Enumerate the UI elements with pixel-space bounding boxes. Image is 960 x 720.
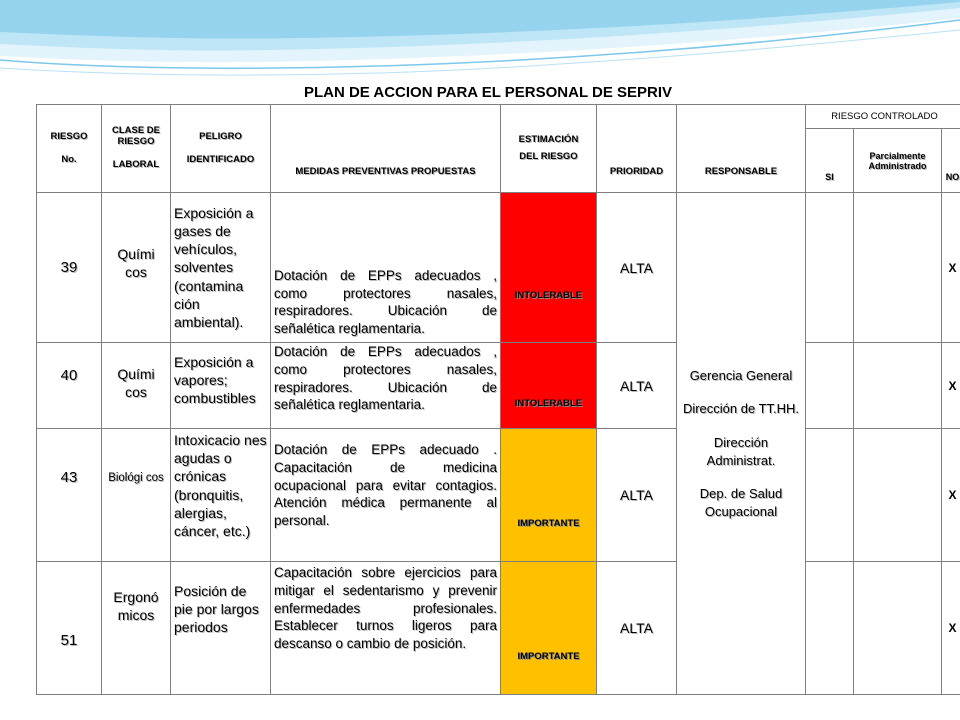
- risk-estimation-badge: IMPORTANTE: [501, 562, 597, 695]
- risk-estimation-badge: INTOLERABLE: [501, 343, 597, 429]
- header-prioridad: PRIORIDAD: [597, 105, 677, 193]
- header-responsable: RESPONSABLE: [677, 105, 806, 193]
- hazard-identified: Exposición a vapores; combustibles: [171, 343, 271, 429]
- preventive-measures: Dotación de EPPs adecuado . Capacitación de medicina ocupacional para evitar contagios. Atención médica permanente al personal.: [271, 429, 501, 562]
- controlled-si-cell: [806, 429, 854, 562]
- controlled-partial-cell: [854, 343, 942, 429]
- responsible-administrat: Dirección Administrat.: [706, 434, 776, 468]
- action-plan-table: [36, 104, 960, 695]
- header-estimacion: [501, 105, 597, 193]
- page-title: PLAN DE ACCION PARA EL PERSONAL DE SEPRIV: [303, 84, 673, 101]
- controlled-si-cell: [806, 193, 854, 343]
- header-clase-label: CLASE DE RIESGO: [111, 125, 161, 148]
- hazard-identified: Intoxicacio nes agudas o crónicas (bronquitis, alergias, cáncer, etc.): [171, 429, 271, 562]
- table-row: [37, 343, 960, 429]
- risk-class: Quími cos: [102, 343, 171, 429]
- header-clase-riesgo: [102, 105, 171, 193]
- risk-class: Biológi cos: [102, 429, 171, 562]
- header-parcialmente: Parcialmente Administrado: [854, 129, 942, 193]
- header-riesgo-no: [37, 105, 102, 193]
- header-no-label: No.: [61, 153, 77, 165]
- header-medidas: MEDIDAS PREVENTIVAS PROPUESTAS: [271, 105, 501, 193]
- header-no: NO: [942, 129, 960, 193]
- preventive-measures: Capacitación sobre ejercicios para mitigar el sedentarismo y prevenir enfermedades profesionales. Establecer turnos ligeros para descanso o cambio de posición.: [271, 562, 501, 695]
- header-si: SI: [806, 129, 854, 193]
- responsible-cell: [677, 193, 806, 695]
- table-row: [37, 562, 960, 695]
- priority: ALTA: [597, 429, 677, 562]
- hazard-identified: Exposición a gases de vehículos, solventes (contamina ción ambiental).: [171, 193, 271, 343]
- header-swoosh-decoration: [0, 0, 960, 90]
- risk-number: 39: [37, 193, 102, 343]
- controlled-no-mark: X: [942, 429, 960, 562]
- controlled-si-cell: [806, 343, 854, 429]
- table-row: [37, 193, 960, 343]
- header-laboral-label: LABORAL: [112, 158, 160, 170]
- risk-class: Ergonó micos: [102, 562, 171, 695]
- risk-number: 43: [37, 429, 102, 562]
- risk-class: Quími cos: [102, 193, 171, 343]
- header-identificado-label: IDENTIFICADO: [186, 153, 255, 165]
- risk-number: 51: [37, 562, 102, 695]
- preventive-measures: Dotación de EPPs adecuados , como protectores nasales, respiradores. Ubicación de señalética reglamentaria.: [271, 343, 501, 429]
- controlled-partial-cell: [854, 193, 942, 343]
- header-riesgo-label: RIESGO: [50, 130, 88, 142]
- header-estimacion-label: ESTIMACIÓN: [518, 133, 579, 145]
- hazard-identified: Posición de pie por largos periodos: [171, 562, 271, 695]
- controlled-no-mark: X: [942, 343, 960, 429]
- preventive-measures: Dotación de EPPs adecuados , como protectores nasales, respiradores. Ubicación de señalética reglamentaria.: [271, 193, 501, 343]
- header-peligro-label: PELIGRO: [199, 130, 242, 142]
- header-riesgo-controlado: RIESGO CONTROLADO: [806, 105, 960, 129]
- risk-estimation-badge: INTOLERABLE: [501, 193, 597, 343]
- responsible-salud: Dep. de Salud Ocupacional: [699, 486, 783, 519]
- controlled-no-mark: X: [942, 562, 960, 695]
- header-del-riesgo-label: DEL RIESGO: [519, 150, 578, 162]
- priority: ALTA: [597, 193, 677, 343]
- responsible-ttthh: Dirección de TT.HH.: [682, 401, 800, 417]
- controlled-partial-cell: [854, 562, 942, 695]
- header-peligro: [171, 105, 271, 193]
- priority: ALTA: [597, 562, 677, 695]
- controlled-si-cell: [806, 562, 854, 695]
- controlled-no-mark: X: [942, 193, 960, 343]
- priority: ALTA: [597, 343, 677, 429]
- controlled-partial-cell: [854, 429, 942, 562]
- risk-number: 40: [37, 343, 102, 429]
- responsible-gerencia: Gerencia General: [689, 367, 793, 383]
- table-row: [37, 429, 960, 562]
- risk-estimation-badge: IMPORTANTE: [501, 429, 597, 562]
